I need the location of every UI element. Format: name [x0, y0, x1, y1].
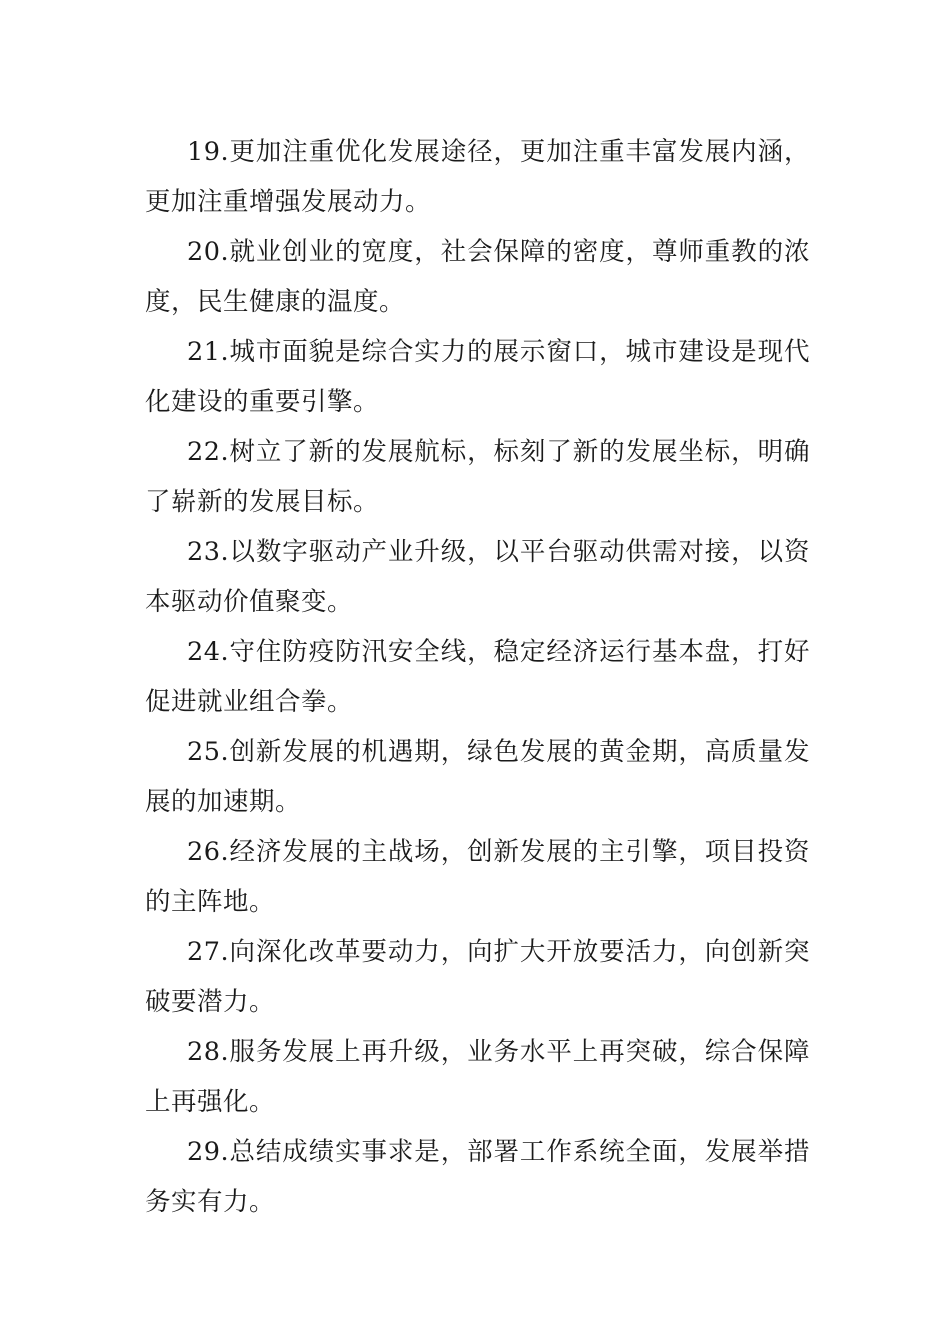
paragraph-27: 27.向深化改革要动力，向扩大开放要活力，向创新突破要潜力。: [145, 937, 810, 1017]
paragraph-26: 26.经济发展的主战场，创新发展的主引擎，项目投资的主阵地。: [145, 837, 810, 917]
paragraph-21: 21.城市面貌是综合实力的展示窗口，城市建设是现代化建设的重要引擎。: [145, 337, 810, 417]
paragraph-22: 22.树立了新的发展航标，标刻了新的发展坐标，明确了崭新的发展目标。: [145, 437, 810, 517]
paragraph-25: 25.创新发展的机遇期，绿色发展的黄金期，高质量发展的加速期。: [145, 737, 810, 817]
paragraph-23: 23.以数字驱动产业升级，以平台驱动供需对接，以资本驱动价值聚变。: [145, 537, 810, 617]
paragraph-19: 19.更加注重优化发展途径，更加注重丰富发展内涵，更加注重增强发展动力。: [145, 137, 810, 217]
paragraph-29: 29.总结成绩实事求是，部署工作系统全面，发展举措务实有力。: [145, 1137, 810, 1217]
paragraph-24: 24.守住防疫防汛安全线，稳定经济运行基本盘，打好促进就业组合拳。: [145, 637, 810, 717]
document-body: [145, 127, 810, 1227]
paragraph-28: 28.服务发展上再升级，业务水平上再突破，综合保障上再强化。: [145, 1037, 810, 1117]
paragraph-20: 20.就业创业的宽度，社会保障的密度，尊师重教的浓度，民生健康的温度。: [145, 237, 810, 317]
